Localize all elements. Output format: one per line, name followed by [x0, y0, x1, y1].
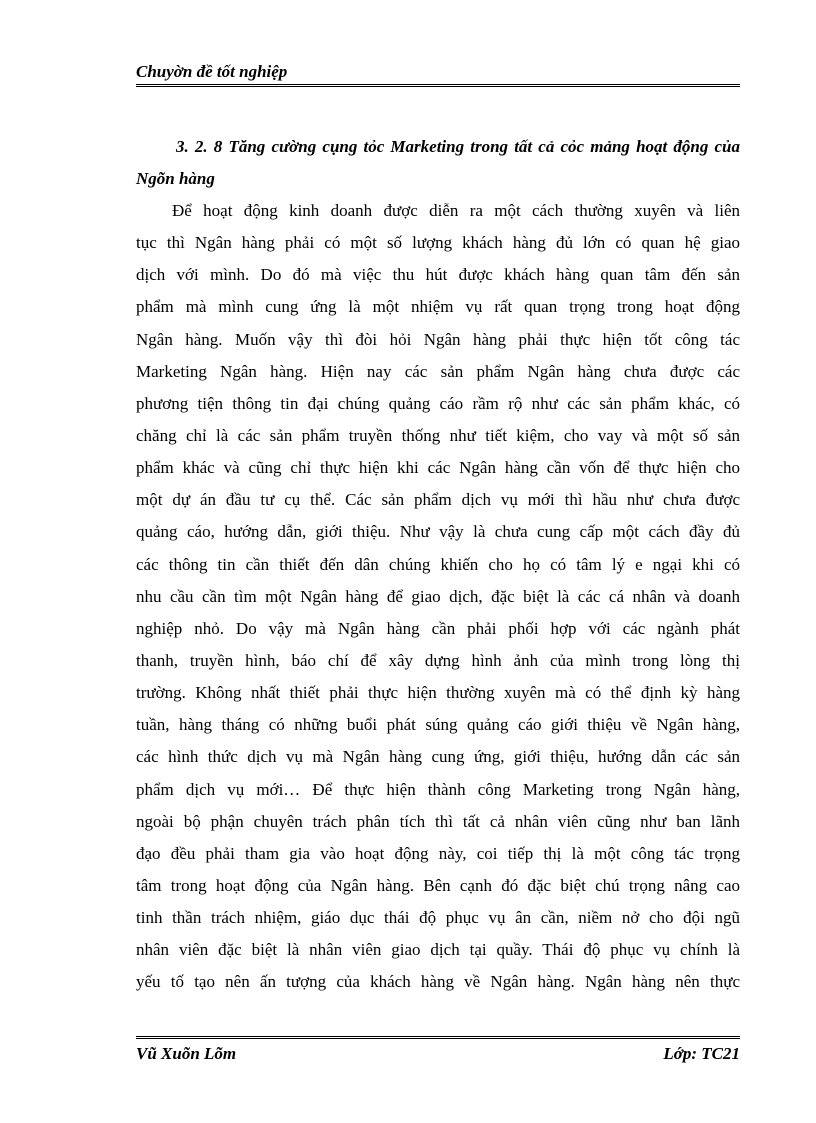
body-line: phẩm khác và cũng chỉ thực hiện khi các Ngân hàng cần vốn để thực hiện cho: [136, 458, 740, 478]
body-line: đạo đều phải tham gia vào hoạt động này, coi tiếp thị là một công tác trọng: [136, 843, 740, 863]
body-line: thanh, truyền hình, báo chí để xây dựng hình ảnh của mình trong lòng thị: [136, 650, 740, 670]
body-line: quảng cáo, hướng dẫn, giới thiệu. Như vậy là chưa cung cấp một cách đầy đủ: [136, 522, 740, 542]
section-heading: 3. 2. 8 Tăng cường cụng tỏc Marketing trong tất cả cỏc mảng hoạt động của Ngõn hàng: [136, 137, 740, 188]
body-line: một dự án đầu tư cụ thể. Các sản phẩm dịch vụ mới thì hầu như chưa được: [136, 490, 740, 510]
body-line: yếu tố tạo nên ấn tượng của khách hàng về Ngân hàng. Ngân hàng nên thực: [136, 972, 740, 992]
body-line: phẩm dịch vụ mới… Để thực hiện thành công Marketing trong Ngân hàng,: [136, 779, 740, 799]
body-line: ngoài bộ phận chuyên trách phân tích thì tất cả nhân viên cũng như ban lãnh: [136, 811, 740, 831]
body-line: tâm trong hoạt động của Ngân hàng. Bên cạnh đó đặc biệt chú trọng nâng cao: [136, 875, 740, 895]
body-line: chăng chỉ là các sản phẩm truyền thống như tiết kiệm, cho vay và một số sản: [136, 425, 740, 445]
footer-divider: [136, 1036, 740, 1039]
body-line: Ngân hàng. Muốn vậy thì đòi hỏi Ngân hàng phải thực hiện tốt công tác: [136, 329, 740, 349]
body-line: tinh thần trách nhiệm, giáo dục thái độ phục vụ ân cần, niềm nở cho đội ngũ: [136, 908, 740, 928]
body-line: nhu cầu cần tìm một Ngân hàng để giao dịch, đặc biệt là các cá nhân và doanh: [136, 586, 740, 606]
body-line: phẩm mà mình cung ứng là một nhiệm vụ rất quan trọng trong hoạt động: [136, 297, 740, 317]
body-line: tục thì Ngân hàng phải có một số lượng khách hàng đủ lớn có quan hệ giao: [136, 233, 740, 253]
page-header-title: Chuyờn đề tốt nghiệp: [136, 62, 288, 81]
body-line: tuần, hàng tháng có những buổi phát súng quảng cáo giới thiệu về Ngân hàng,: [136, 715, 740, 735]
body-line: các hình thức dịch vụ mà Ngân hàng cung ứng, giới thiệu, hướng dẫn các sản: [136, 747, 740, 767]
header-divider: [136, 84, 740, 87]
body-paragraph: [136, 195, 740, 999]
body-line: Marketing Ngân hàng. Hiện nay các sản phẩm Ngân hàng chưa được các: [136, 361, 740, 381]
footer-author: Vũ Xuõn Lõm: [136, 1044, 237, 1063]
body-line: dịch với mình. Do đó mà việc thu hút được khách hàng quan tâm đến sản: [136, 265, 740, 285]
body-line: các thông tin cần thiết đến dân chúng khiến cho họ có tâm lý e ngại khi có: [136, 554, 740, 574]
body-line: trường. Không nhất thiết phải thực hiện thường xuyên mà có thể định kỳ hàng: [136, 683, 740, 703]
body-line: nhân viên đặc biệt là nhân viên giao dịch tại quầy. Thái độ phục vụ chính là: [136, 940, 740, 960]
body-line: phương tiện thông tin đại chúng quảng cáo rầm rộ như các sản phẩm khác, có: [136, 393, 740, 413]
footer-class-label: Lớp: TC21: [663, 1044, 740, 1063]
body-line: nghiệp nhỏ. Do vậy mà Ngân hàng cần phải phối hợp với các ngành phát: [136, 618, 740, 638]
body-line: Để hoạt động kinh doanh được diễn ra một cách thường xuyên và liên: [172, 201, 740, 220]
